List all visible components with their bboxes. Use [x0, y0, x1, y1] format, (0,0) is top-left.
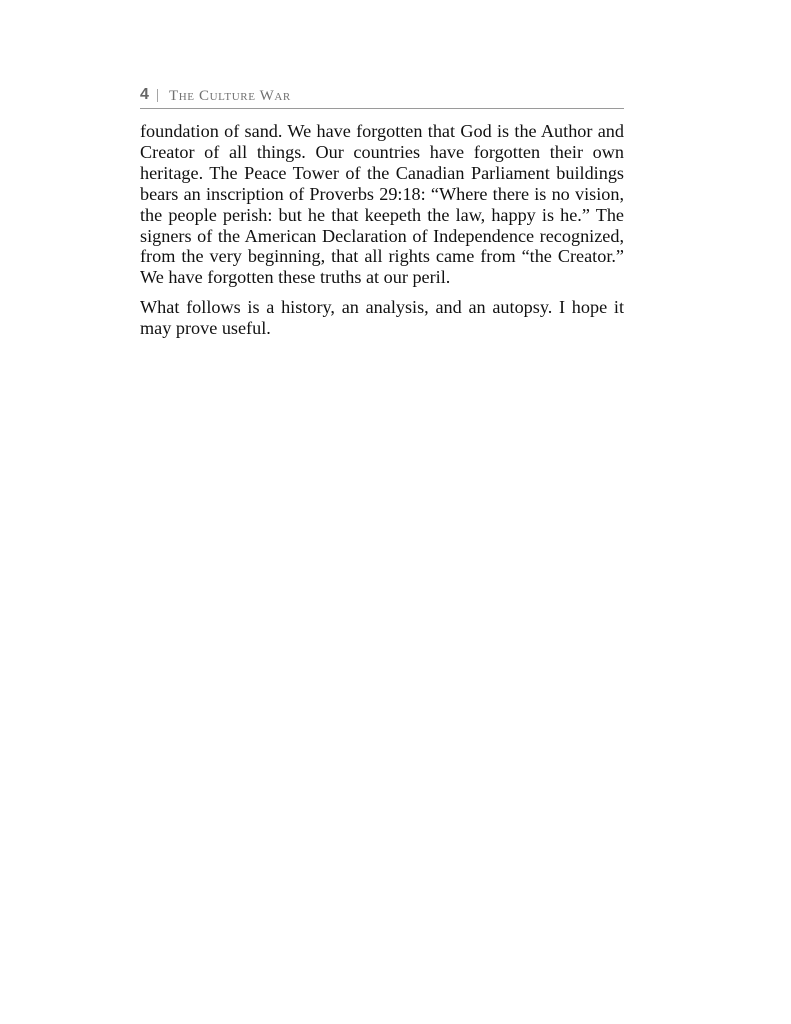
running-header — [140, 86, 624, 109]
header-separator: | — [156, 87, 160, 103]
book-title: The Culture War — [169, 88, 291, 104]
paragraph: foundation of sand. We have forgotten that God is the Author and Creator of all things. Our countries have forgotten their own heritage. The Peace Tower of the Canadian Parliament buildings bears an inscription of Proverbs 29:18: “Where there is no vision, the people perish: but he that keepeth the law, happy is he.” The signers of the American Declaration of Independence recognized, from the very beginning, that all rights came from “the Creator.” We have forgotten these truths at our peril. — [140, 121, 624, 288]
paragraph: What follows is a history, an analysis, and an autopsy. I hope it may prove useful. — [140, 297, 624, 339]
body-text — [140, 121, 624, 339]
page-number: 4 — [140, 86, 149, 103]
